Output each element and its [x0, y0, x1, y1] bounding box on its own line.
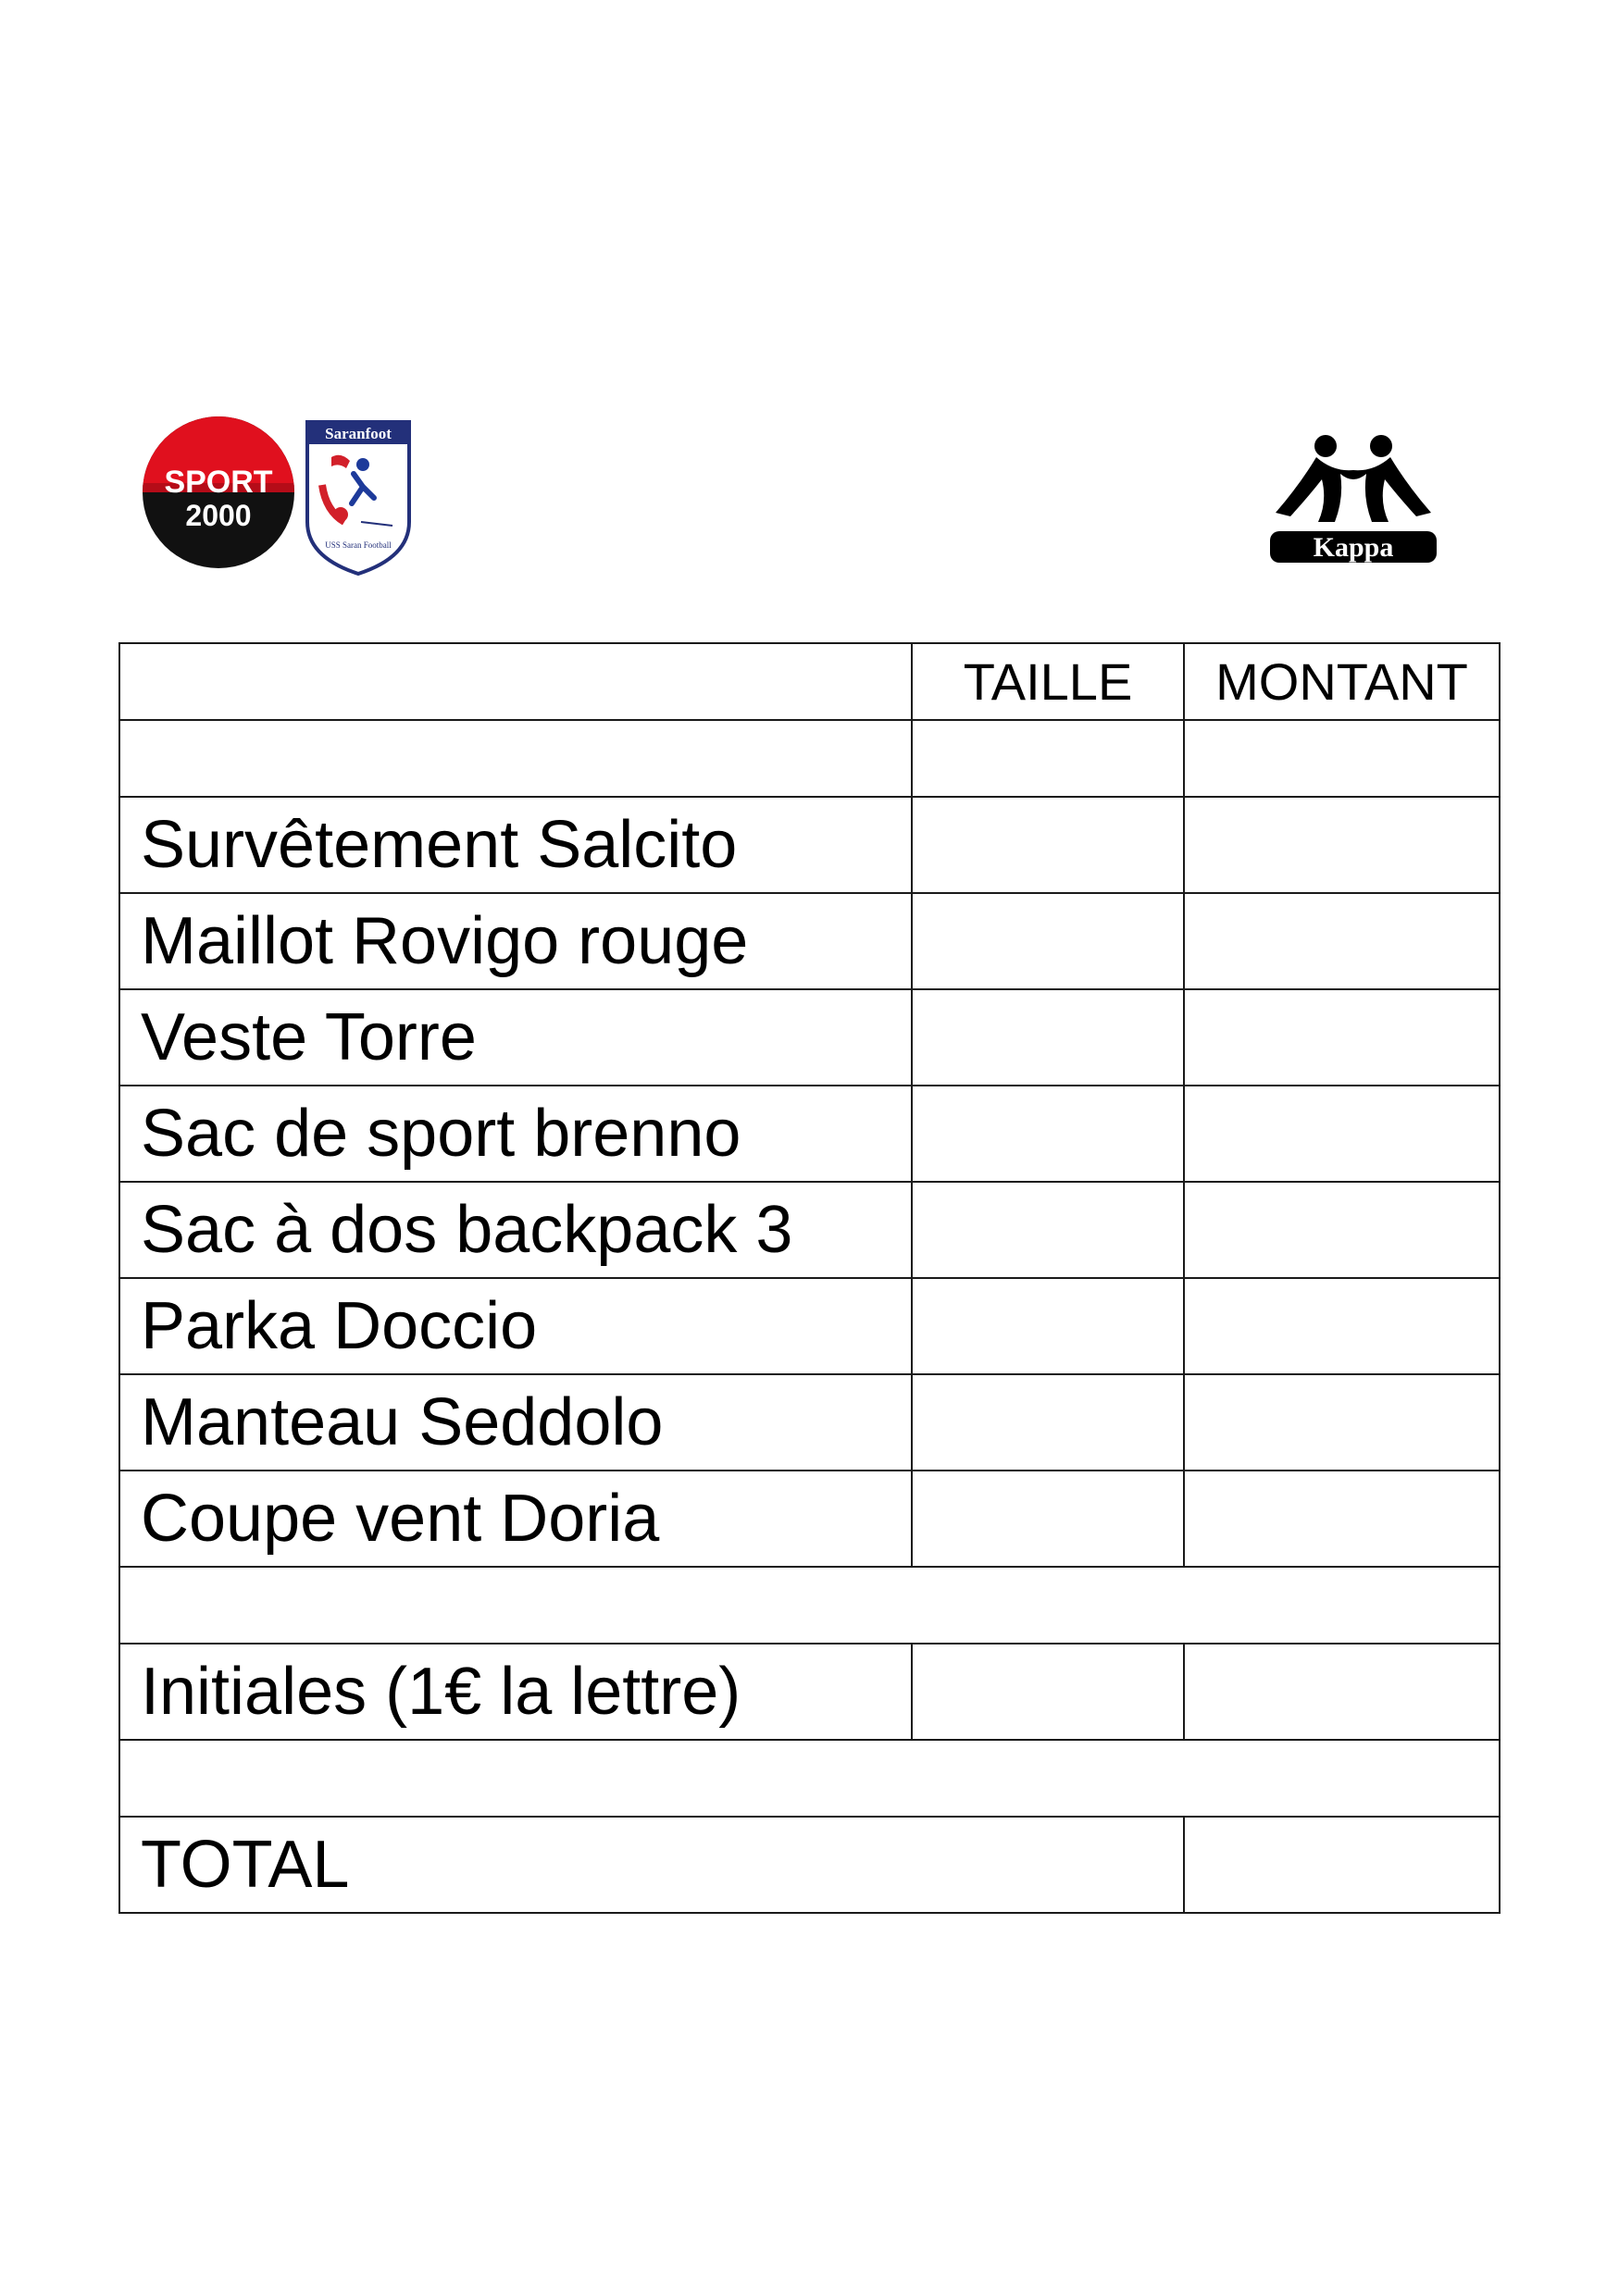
item-label: Veste Torre — [119, 989, 912, 1086]
size-cell[interactable] — [912, 1086, 1184, 1182]
kappa-logo — [1263, 428, 1444, 568]
table-row — [119, 989, 1500, 1086]
amount-cell[interactable] — [1184, 989, 1500, 1086]
table-row — [119, 1086, 1500, 1182]
blank-row — [119, 1567, 1500, 1644]
table-row — [119, 797, 1500, 893]
header-item — [119, 643, 912, 720]
initials-amount-cell[interactable] — [1184, 1644, 1500, 1740]
table-row — [119, 1182, 1500, 1278]
initials-label: Initiales (1€ la lettre) — [119, 1644, 912, 1740]
blank-amount-cell[interactable] — [1184, 720, 1500, 797]
blank-row — [119, 720, 1500, 797]
size-cell[interactable] — [912, 1182, 1184, 1278]
sport-logo-line1: SPORT — [164, 465, 273, 500]
amount-cell[interactable] — [1184, 797, 1500, 893]
item-label: Parka Doccio — [119, 1278, 912, 1374]
size-cell[interactable] — [912, 1471, 1184, 1567]
item-label: Sac à dos backpack 3 — [119, 1182, 912, 1278]
club-crest-logo — [304, 418, 413, 577]
size-cell[interactable] — [912, 1374, 1184, 1471]
item-label: Maillot Rovigo rouge — [119, 893, 912, 989]
blank-row — [119, 1740, 1500, 1817]
table-row — [119, 1471, 1500, 1567]
total-amount-cell[interactable] — [1184, 1817, 1500, 1913]
initials-size-cell[interactable] — [912, 1644, 1184, 1740]
table-row — [119, 1278, 1500, 1374]
amount-cell[interactable] — [1184, 1471, 1500, 1567]
size-cell[interactable] — [912, 1278, 1184, 1374]
logo-header — [0, 0, 1619, 648]
item-label: Coupe vent Doria — [119, 1471, 912, 1567]
amount-cell[interactable] — [1184, 893, 1500, 989]
table-row — [119, 893, 1500, 989]
initials-row — [119, 1644, 1500, 1740]
sport-logo-line2: 2000 — [185, 499, 252, 532]
size-cell[interactable] — [912, 797, 1184, 893]
item-label: Manteau Seddolo — [119, 1374, 912, 1471]
item-label: Sac de sport brenno — [119, 1086, 912, 1182]
amount-cell[interactable] — [1184, 1278, 1500, 1374]
total-row — [119, 1817, 1500, 1913]
amount-cell[interactable] — [1184, 1182, 1500, 1278]
amount-cell[interactable] — [1184, 1086, 1500, 1182]
item-label: Survêtement Salcito — [119, 797, 912, 893]
club-crest-caption: USS Saran Football — [325, 540, 392, 550]
table-header-row — [119, 643, 1500, 720]
header-amount: MONTANT — [1184, 643, 1500, 720]
sport2000-logo — [141, 415, 296, 570]
club-crest-name: Saranfoot — [325, 425, 392, 442]
amount-cell[interactable] — [1184, 1374, 1500, 1471]
size-cell[interactable] — [912, 989, 1184, 1086]
total-label: TOTAL — [119, 1817, 1184, 1913]
blank-size-cell[interactable] — [912, 720, 1184, 797]
size-cell[interactable] — [912, 893, 1184, 989]
order-table — [118, 642, 1501, 1914]
kappa-wordmark: Kappa — [1313, 532, 1394, 563]
header-size: TAILLE — [912, 643, 1184, 720]
table-row — [119, 1374, 1500, 1471]
